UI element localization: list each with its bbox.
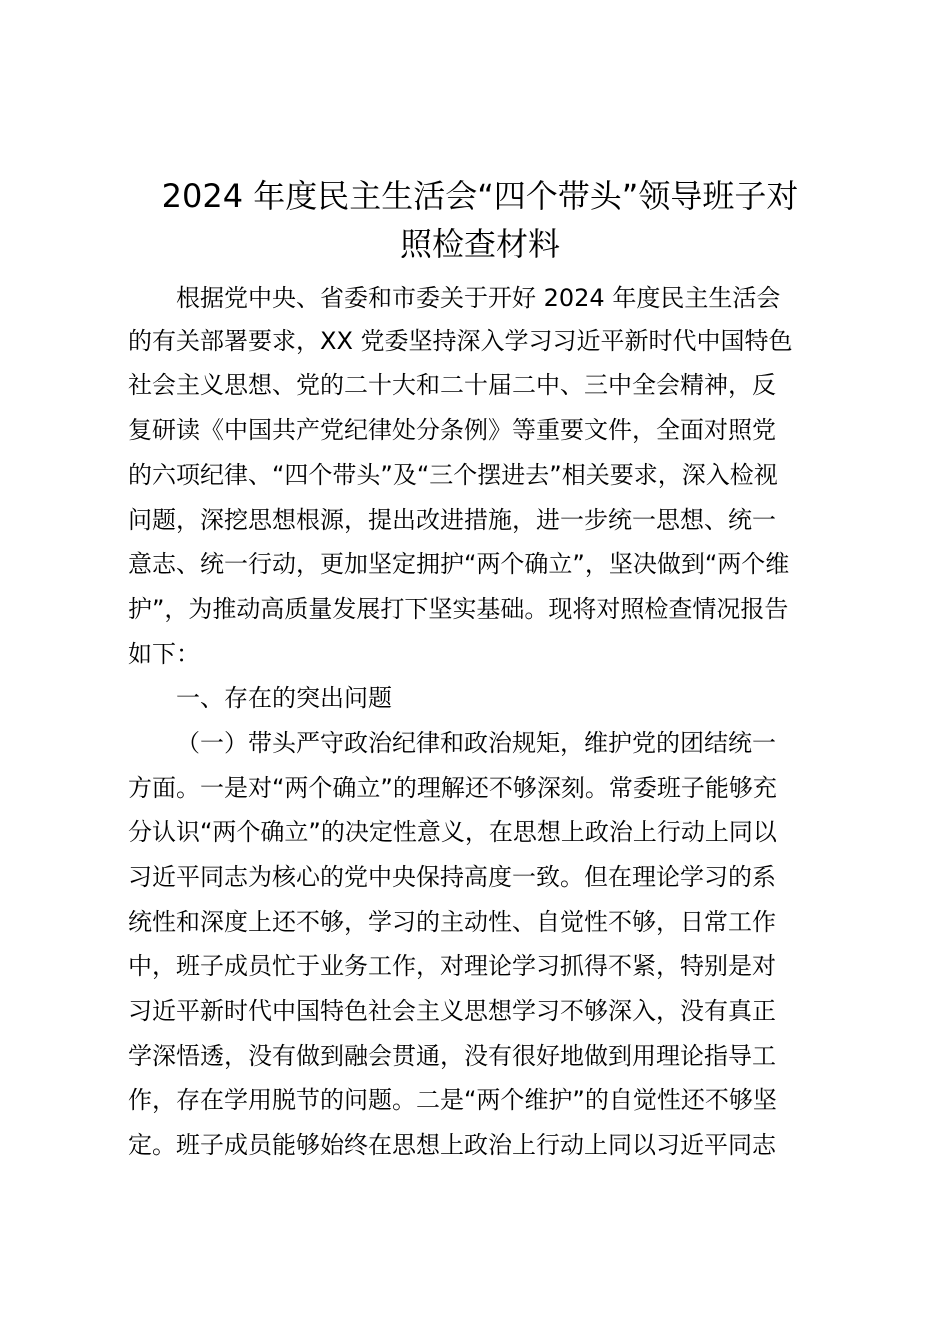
title-line-1: 2024 年度民主生活会“四个带头”领导班子对 xyxy=(161,177,799,215)
paragraph-line: 的六项纪律、“四个带头”及“三个摆进去”相关要求，深入检视 xyxy=(128,461,778,489)
paragraph-line: 意志、统一行动，更加坚定拥护“两个确立”，坚决做到“两个维 xyxy=(128,550,790,578)
section-heading: 一、存在的突出问题 xyxy=(176,684,392,712)
paragraph-line: 社会主义思想、党的二十大和二十届二中、三中全会精神，反 xyxy=(128,371,776,399)
paragraph-line: 学深悟透，没有做到融会贯通，没有很好地做到用理论指导工 xyxy=(128,1042,776,1070)
paragraph-line: 中，班子成员忙于业务工作，对理论学习抓得不紧，特别是对 xyxy=(128,952,776,980)
document-title xyxy=(120,172,840,268)
paragraph-line: 根据党中央、省委和市委关于开好 2024 年度民主生活会 xyxy=(176,284,781,312)
paragraph-line: （一）带头严守政治纪律和政治规矩，维护党的团结统一 xyxy=(176,729,776,757)
paragraph-line: 如下： xyxy=(128,640,200,668)
paragraph-line: 分认识“两个确立”的决定性意义，在思想上政治上行动上同以 xyxy=(128,818,777,846)
paragraph-line: 习近平新时代中国特色社会主义思想学习不够深入，没有真正 xyxy=(128,997,776,1025)
paragraph-line: 的有关部署要求，XX 党委坚持深入学习习近平新时代中国特色 xyxy=(128,327,793,355)
paragraph-line: 统性和深度上还不够，学习的主动性、自觉性不够，日常工作 xyxy=(128,908,776,936)
paragraph-line: 习近平同志为核心的党中央保持高度一致。但在理论学习的系 xyxy=(128,863,776,891)
paragraph-line: 作，存在学用脱节的问题。二是“两个维护”的自觉性还不够坚 xyxy=(128,1086,777,1114)
paragraph-line: 护”，为推动高质量发展打下坚实基础。现将对照检查情况报告 xyxy=(128,595,789,623)
paragraph-line: 复研读《中国共产党纪律处分条例》等重要文件，全面对照党 xyxy=(128,416,776,444)
paragraph-line: 方面。一是对“两个确立”的理解还不够深刻。常委班子能够充 xyxy=(128,774,777,802)
title-line-2: 照检查材料 xyxy=(399,225,560,263)
paragraph-line: 定。班子成员能够始终在思想上政治上行动上同以习近平同志 xyxy=(128,1131,776,1159)
paragraph-line: 问题，深挖思想根源，提出改进措施，进一步统一思想、统一 xyxy=(128,506,776,534)
